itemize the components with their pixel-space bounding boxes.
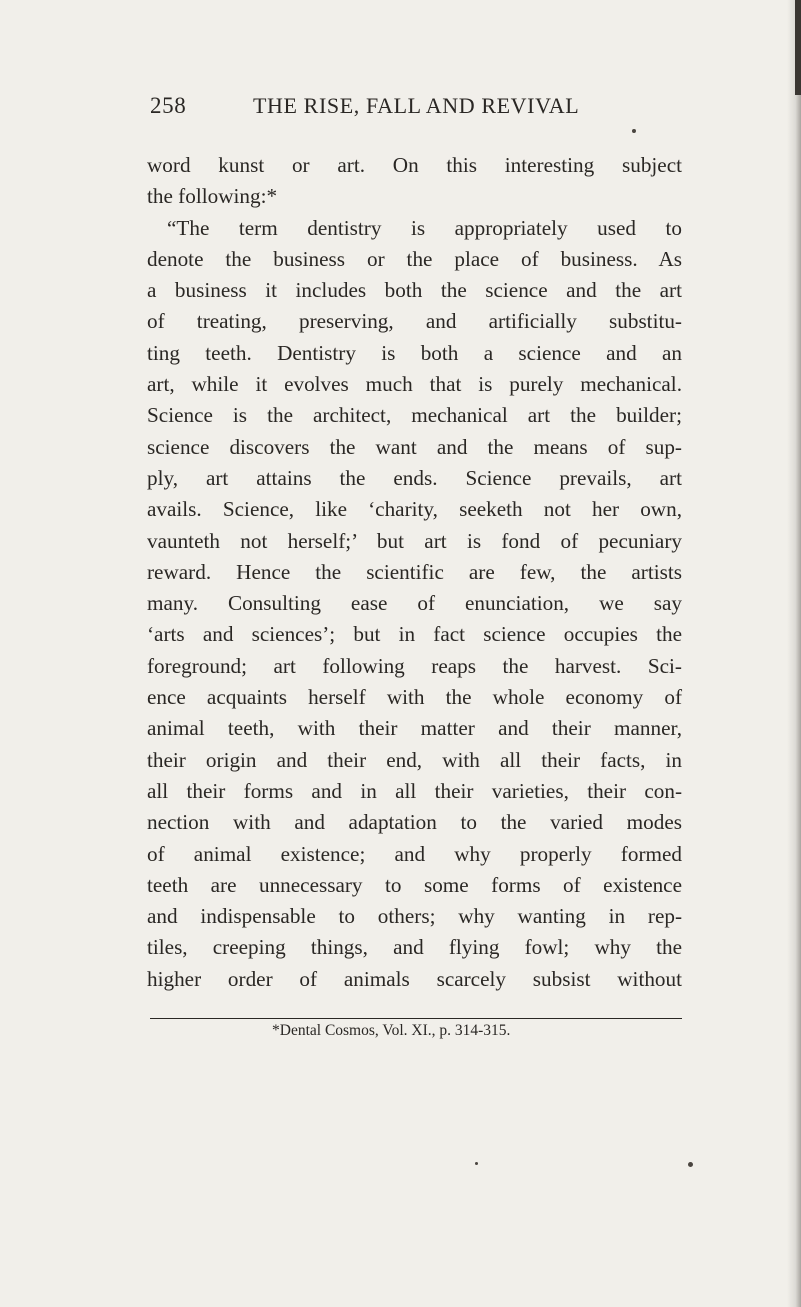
body-text	[147, 150, 682, 995]
text-line: word kunst or art. On this interesting subject	[147, 153, 682, 177]
text-line: vaunteth not herself;’ but art is fond of pecuniary	[147, 528, 682, 553]
text-line: reward. Hence the scientific are few, the artists	[147, 559, 682, 584]
page-number: 258	[150, 93, 187, 118]
text-line: art, while it evolves much that is purely mechanical.	[147, 372, 682, 397]
text-line: ting teeth. Dentistry is both a science and an	[147, 340, 682, 365]
text-line: foreground; art following reaps the harvest. Sci-	[147, 653, 682, 678]
text-line: ‘arts and sciences’; but in fact science occupies the	[147, 622, 682, 647]
text-line: teeth are unnecessary to some forms of existence	[147, 872, 682, 897]
speck-mark	[632, 129, 636, 133]
text-line: ence acquaints herself with the whole economy of	[147, 685, 682, 710]
text-line: many. Consulting ease of enunciation, we say	[147, 591, 682, 616]
text-line: and indispensable to others; why wanting in rep-	[147, 904, 682, 929]
page-edge-shadow	[787, 0, 801, 1307]
text-line: animal teeth, with their matter and their manner,	[147, 716, 682, 741]
running-title: THE RISE, FALL AND REVIVAL	[253, 93, 580, 118]
text-line: a business it includes both the science and the art	[147, 278, 682, 303]
speck-mark	[688, 1162, 693, 1167]
text-line: their origin and their end, with all their facts, in	[147, 747, 682, 772]
text-line: of animal existence; and why properly formed	[147, 841, 682, 866]
text-line: “The term dentistry is appropriately used to	[167, 215, 682, 240]
text-line: Science is the architect, mechanical art the builder;	[147, 403, 682, 428]
text-line: ply, art attains the ends. Science prevails, art	[147, 465, 682, 490]
page-edge-mark	[795, 0, 801, 95]
footnote: *Dental Cosmos, Vol. XI., p. 314-315.	[272, 1022, 511, 1039]
text-line: of treating, preserving, and artificially substitu-	[147, 309, 682, 334]
speck-mark	[475, 1162, 478, 1165]
text-line: avails. Science, like ‘charity, seeketh not her own,	[147, 497, 682, 522]
text-line: higher order of animals scarcely subsist without	[147, 966, 682, 991]
text-line: science discovers the want and the means of sup-	[147, 434, 682, 459]
text-line: the following:*	[147, 184, 278, 209]
text-line: tiles, creeping things, and flying fowl; why the	[147, 935, 682, 960]
text-line: nection with and adaptation to the varied modes	[147, 810, 682, 835]
footnote-rule	[150, 1018, 682, 1019]
text-line: denote the business or the place of business. As	[147, 246, 682, 271]
text-line: all their forms and in all their varieties, their con-	[147, 778, 682, 803]
